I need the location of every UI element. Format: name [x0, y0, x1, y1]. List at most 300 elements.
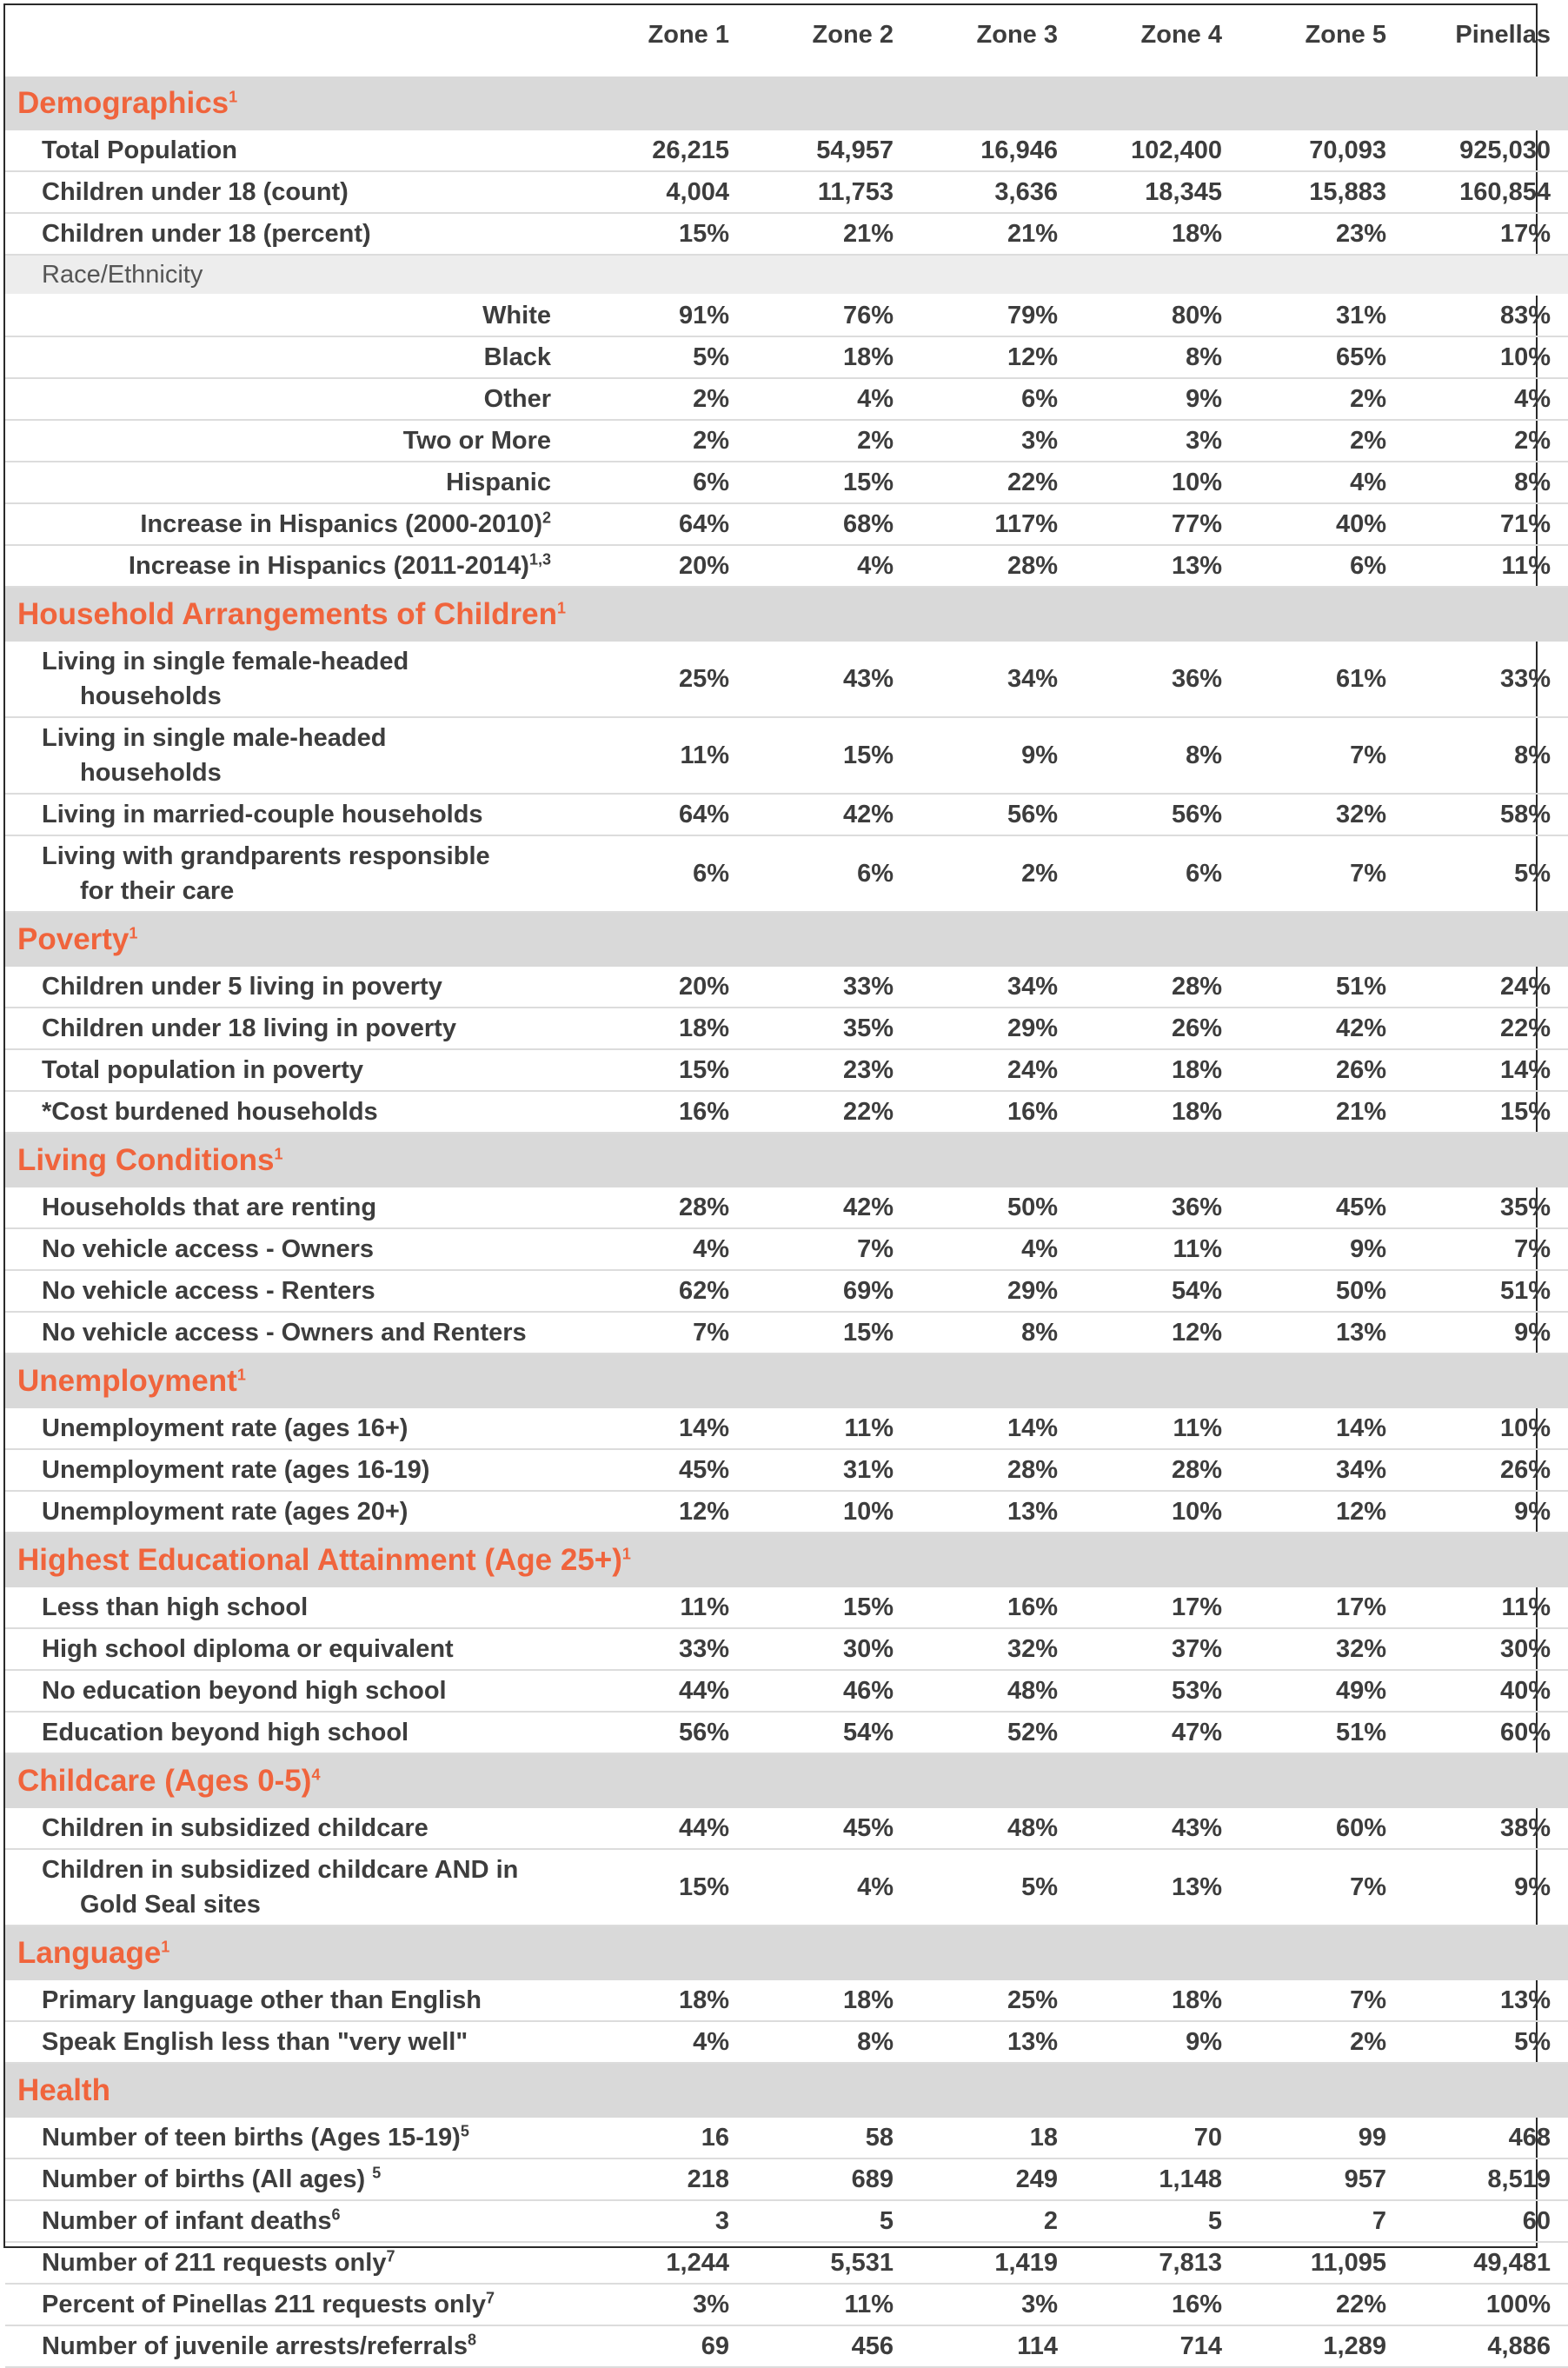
cell-zone-2: 30%: [747, 1628, 911, 1670]
cell-zone-1: 44%: [582, 1808, 747, 1849]
table-row: [5, 2242, 1568, 2284]
cell-zone-1: 11%: [582, 717, 747, 794]
cell-zone-3: 56%: [911, 794, 1075, 835]
table-row: [5, 171, 1568, 213]
cell-zone-5: 2%: [1239, 2021, 1404, 2063]
cell-zone-2: 69%: [747, 1270, 911, 1312]
cell-zone-5: 45%: [1239, 1187, 1404, 1228]
section-title: [5, 1133, 1568, 1187]
cell-zone-4: 7,813: [1075, 2242, 1239, 2284]
cell-zone-1: 6%: [582, 835, 747, 912]
cell-zone-4: 77%: [1075, 503, 1239, 545]
cell-zone-1: 64%: [582, 794, 747, 835]
row-label-text: White: [482, 301, 551, 329]
cell-zone-1: 16%: [582, 1091, 747, 1133]
cell-zone-5: 26%: [1239, 1049, 1404, 1091]
cell-zone-4: 28%: [1075, 1449, 1239, 1491]
cell-zone-2: 11,753: [747, 171, 911, 213]
cell-zone-1: 4%: [582, 2021, 747, 2063]
cell-zone-3: 79%: [911, 295, 1075, 336]
cell-zone-3: 28%: [911, 545, 1075, 587]
table-row: [5, 1091, 1568, 1133]
cell-zone-3: 25%: [911, 1980, 1075, 2021]
section-title-text: Demographics: [17, 86, 229, 120]
cell-zone-4: 18%: [1075, 213, 1239, 255]
header-zone-2: Zone 2: [812, 21, 894, 49]
cell-zone-3: 21%: [911, 213, 1075, 255]
cell-zone-2: 22%: [747, 1091, 911, 1133]
cell-zone-3: 3,636: [911, 171, 1075, 213]
cell-zone-3: 117%: [911, 503, 1075, 545]
cell-pinellas: 10%: [1404, 1408, 1568, 1449]
table-row: [5, 503, 1568, 545]
row-label: [5, 130, 582, 171]
section-title-text: Health: [17, 2073, 110, 2107]
cell-zone-2: 11%: [747, 2284, 911, 2325]
cell-zone-5: 9%: [1239, 1228, 1404, 1270]
cell-zone-4: 53%: [1075, 1670, 1239, 1712]
cell-zone-4: 12%: [1075, 1312, 1239, 1354]
cell-zone-5: 7%: [1239, 1980, 1404, 2021]
table-row: [5, 1628, 1568, 1670]
cell-zone-4: 26%: [1075, 1008, 1239, 1049]
footnote-marker: 1: [129, 924, 138, 942]
cell-zone-2: 76%: [747, 295, 911, 336]
footnote-marker: 6: [331, 2205, 341, 2223]
row-label-text: Unemployment rate (ages 16+): [42, 1413, 409, 1442]
cell-zone-3: 13%: [911, 1491, 1075, 1533]
cell-pinellas: 22%: [1404, 1008, 1568, 1049]
cell-zone-2: 456: [747, 2325, 911, 2367]
cell-zone-3: 1,419: [911, 2242, 1075, 2284]
table-row: [5, 295, 1568, 336]
table-row: [5, 378, 1568, 420]
row-label-line-2: Gold Seal sites: [80, 1890, 261, 1919]
row-label-text: Two or More: [402, 426, 551, 455]
row-label: [5, 2200, 582, 2242]
table-row: [5, 1849, 1568, 1926]
row-label-text: Increase in Hispanics (2000-2010): [140, 509, 542, 538]
cell-zone-5: 61%: [1239, 642, 1404, 717]
table-row: [5, 1670, 1568, 1712]
cell-zone-1: 2%: [582, 420, 747, 462]
section-title: [5, 76, 1568, 130]
footnote-marker: 1: [621, 1545, 631, 1563]
cell-zone-3: 50%: [911, 1187, 1075, 1228]
cell-zone-5: 21%: [1239, 1091, 1404, 1133]
cell-zone-3: 3%: [911, 2284, 1075, 2325]
cell-zone-4: 6%: [1075, 835, 1239, 912]
cell-pinellas: 26%: [1404, 1449, 1568, 1491]
row-label-text: Increase in Hispanics (2011-2014): [128, 551, 529, 580]
table-row: [5, 1808, 1568, 1849]
cell-pinellas: 4%: [1404, 378, 1568, 420]
cell-zone-3: 6%: [911, 378, 1075, 420]
cell-pinellas: 11%: [1404, 545, 1568, 587]
cell-pinellas: 7%: [1404, 1228, 1568, 1270]
cell-zone-4: 3%: [1075, 420, 1239, 462]
footnote-marker: 1,3: [528, 549, 551, 568]
cell-pinellas: 13%: [1404, 1980, 1568, 2021]
table-row: [5, 1228, 1568, 1270]
row-label-text: Living in married-couple households: [42, 800, 483, 828]
table-row: [5, 1587, 1568, 1628]
cell-zone-4: 16%: [1075, 2284, 1239, 2325]
row-label: [5, 1849, 582, 1926]
row-label: [5, 1670, 582, 1712]
row-label-text: Unemployment rate (ages 20+): [42, 1497, 409, 1526]
table-row: [5, 1312, 1568, 1354]
row-label-text: Unemployment rate (ages 16-19): [42, 1455, 430, 1484]
cell-zone-1: 4,004: [582, 171, 747, 213]
table-row: [5, 213, 1568, 255]
footnote-marker: 4: [311, 1766, 321, 1784]
cell-pinellas: 8%: [1404, 462, 1568, 503]
cell-zone-2: 68%: [747, 503, 911, 545]
cell-zone-4: 37%: [1075, 1628, 1239, 1670]
row-label: [5, 2284, 582, 2325]
row-label-text: No vehicle access - Renters: [42, 1276, 375, 1305]
table-row: [5, 462, 1568, 503]
row-label: [5, 378, 582, 420]
cell-zone-1: 3: [582, 2200, 747, 2242]
footnote-marker: 1: [556, 599, 566, 617]
cell-pinellas: 9%: [1404, 1849, 1568, 1926]
cell-zone-5: 60%: [1239, 1808, 1404, 1849]
row-label-text: Number of births (All ages): [42, 2165, 373, 2193]
cell-zone-1: 64%: [582, 503, 747, 545]
cell-zone-4: 11%: [1075, 1408, 1239, 1449]
cell-zone-4: 8%: [1075, 717, 1239, 794]
cell-zone-4: 43%: [1075, 1808, 1239, 1849]
section-title: [5, 912, 1568, 967]
cell-zone-3: 24%: [911, 1049, 1075, 1091]
row-label: [5, 717, 582, 794]
row-label: [5, 1449, 582, 1491]
row-label-text: Number of juvenile arrests/referrals: [42, 2331, 468, 2360]
row-label-text: *Cost burdened households: [42, 1097, 378, 1126]
cell-zone-4: 56%: [1075, 794, 1239, 835]
row-label: [5, 336, 582, 378]
cell-pinellas: 38%: [1404, 1808, 1568, 1849]
row-label: [5, 420, 582, 462]
table-row: [5, 1408, 1568, 1449]
cell-zone-1: 33%: [582, 1628, 747, 1670]
cell-zone-2: 43%: [747, 642, 911, 717]
cell-zone-2: 6%: [747, 835, 911, 912]
row-label: [5, 642, 582, 717]
cell-zone-5: 7: [1239, 2200, 1404, 2242]
cell-zone-2: 45%: [747, 1808, 911, 1849]
cell-zone-5: 11,095: [1239, 2242, 1404, 2284]
row-label-text: Children under 18 (percent): [42, 219, 371, 248]
table-row: [5, 1491, 1568, 1533]
row-label: [5, 1312, 582, 1354]
cell-zone-2: 35%: [747, 1008, 911, 1049]
row-label-line-2: households: [80, 758, 222, 787]
row-label-text: No vehicle access - Owners: [42, 1234, 375, 1263]
cell-zone-3: 52%: [911, 1712, 1075, 1753]
row-label-line-1: Living in single male-headed: [42, 723, 387, 752]
cell-pinellas: 24%: [1404, 967, 1568, 1008]
row-label-wrap: [42, 644, 409, 714]
table-row: [5, 717, 1568, 794]
row-label-wrap: [42, 839, 490, 908]
row-label-text: Number of infant deaths: [42, 2206, 332, 2235]
cell-zone-3: 28%: [911, 1449, 1075, 1491]
row-label-line-2: for their care: [80, 876, 235, 905]
cell-zone-1: 45%: [582, 1449, 747, 1491]
cell-zone-4: 102,400: [1075, 130, 1239, 171]
header-zone-3: Zone 3: [976, 21, 1058, 49]
cell-zone-5: 6%: [1239, 545, 1404, 587]
table-row: [5, 1008, 1568, 1049]
cell-zone-2: 42%: [747, 1187, 911, 1228]
subheader-row: [5, 255, 1568, 295]
row-label: [5, 967, 582, 1008]
cell-zone-3: 18: [911, 2118, 1075, 2158]
cell-zone-1: 20%: [582, 967, 747, 1008]
cell-pinellas: 9%: [1404, 1491, 1568, 1533]
cell-pinellas: 51%: [1404, 1270, 1568, 1312]
cell-zone-2: 689: [747, 2158, 911, 2200]
cell-zone-2: 15%: [747, 1312, 911, 1354]
cell-zone-5: 957: [1239, 2158, 1404, 2200]
cell-zone-4: 18%: [1075, 1980, 1239, 2021]
cell-zone-5: 49%: [1239, 1670, 1404, 1712]
section-header-unemployment: [5, 1354, 1568, 1408]
cell-zone-1: 218: [582, 2158, 747, 2200]
footnote-marker: 7: [485, 2288, 495, 2306]
section-title: [5, 1753, 1568, 1808]
row-label: [5, 835, 582, 912]
cell-zone-2: 7%: [747, 1228, 911, 1270]
row-label-text: Total Population: [42, 136, 237, 164]
table-row: [5, 2200, 1568, 2242]
cell-zone-1: 25%: [582, 642, 747, 717]
cell-zone-5: 31%: [1239, 295, 1404, 336]
row-label: [5, 2118, 582, 2158]
row-label-text: Households that are renting: [42, 1193, 377, 1221]
cell-zone-4: 54%: [1075, 1270, 1239, 1312]
table-header: [5, 5, 1568, 76]
cell-pinellas: 2%: [1404, 420, 1568, 462]
row-label-line-2: households: [80, 682, 222, 710]
row-label-text: Education beyond high school: [42, 1718, 409, 1746]
cell-zone-4: 1,148: [1075, 2158, 1239, 2200]
cell-zone-5: 23%: [1239, 213, 1404, 255]
cell-zone-3: 12%: [911, 336, 1075, 378]
cell-zone-5: 50%: [1239, 1270, 1404, 1312]
cell-zone-4: 80%: [1075, 295, 1239, 336]
row-label: [5, 213, 582, 255]
cell-pinellas: 4,886: [1404, 2325, 1568, 2367]
cell-zone-5: 4%: [1239, 462, 1404, 503]
subheader-label: Race/Ethnicity: [5, 255, 1568, 295]
section-header-childcare: [5, 1753, 1568, 1808]
row-label: [5, 1808, 582, 1849]
row-label: [5, 2158, 582, 2200]
row-label-text: Children under 5 living in poverty: [42, 972, 442, 1001]
cell-pinellas: 9%: [1404, 1312, 1568, 1354]
row-label: [5, 503, 582, 545]
footnote-marker: 5: [460, 2121, 469, 2139]
cell-pinellas: 925,030: [1404, 130, 1568, 171]
cell-zone-5: 22%: [1239, 2284, 1404, 2325]
section-header-education: [5, 1533, 1568, 1587]
cell-zone-4: 9%: [1075, 378, 1239, 420]
cell-zone-5: 99: [1239, 2118, 1404, 2158]
row-label-line-1: Living with grandparents responsible: [42, 841, 490, 870]
cell-zone-3: 2: [911, 2200, 1075, 2242]
footnote-marker: 2: [541, 508, 551, 526]
cell-zone-5: 2%: [1239, 378, 1404, 420]
cell-zone-1: 26,215: [582, 130, 747, 171]
cell-zone-4: 8%: [1075, 336, 1239, 378]
table-row: [5, 1270, 1568, 1312]
cell-zone-5: 32%: [1239, 794, 1404, 835]
cell-zone-4: 36%: [1075, 1187, 1239, 1228]
row-label: [5, 295, 582, 336]
table-row: [5, 1049, 1568, 1091]
table-row: [5, 2325, 1568, 2367]
cell-zone-2: 5: [747, 2200, 911, 2242]
cell-pinellas: 60: [1404, 2200, 1568, 2242]
cell-zone-1: 2%: [582, 378, 747, 420]
cell-zone-2: 4%: [747, 1849, 911, 1926]
cell-zone-4: 10%: [1075, 1491, 1239, 1533]
cell-zone-2: 15%: [747, 717, 911, 794]
row-label-text: Children in subsidized childcare: [42, 1813, 429, 1842]
section-title: [5, 1354, 1568, 1408]
section-title: [5, 1926, 1568, 1980]
cell-zone-1: 3%: [582, 2284, 747, 2325]
cell-zone-2: 8%: [747, 2021, 911, 2063]
cell-zone-2: 23%: [747, 1049, 911, 1091]
cell-pinellas: 71%: [1404, 503, 1568, 545]
table-row: [5, 1712, 1568, 1753]
data-table-sheet: [3, 3, 1551, 2360]
cell-zone-5: 14%: [1239, 1408, 1404, 1449]
section-header-household: [5, 587, 1568, 642]
cell-pinellas: 15%: [1404, 1091, 1568, 1133]
table-row: [5, 794, 1568, 835]
header-zone-5: Zone 5: [1305, 21, 1386, 49]
cell-zone-1: 69: [582, 2325, 747, 2367]
section-header-living: [5, 1133, 1568, 1187]
cell-zone-1: 1,244: [582, 2242, 747, 2284]
cell-zone-5: 7%: [1239, 835, 1404, 912]
cell-pinellas: 100%: [1404, 2284, 1568, 2325]
row-label-text: Children under 18 (count): [42, 177, 349, 206]
cell-zone-5: 13%: [1239, 1312, 1404, 1354]
cell-zone-4: 18,345: [1075, 171, 1239, 213]
cell-pinellas: 8,519: [1404, 2158, 1568, 2200]
cell-zone-2: 18%: [747, 336, 911, 378]
cell-pinellas: 14%: [1404, 1049, 1568, 1091]
footnote-marker: 7: [386, 2246, 395, 2265]
row-label: [5, 1187, 582, 1228]
cell-zone-3: 16%: [911, 1587, 1075, 1628]
cell-pinellas: 10%: [1404, 336, 1568, 378]
cell-zone-1: 16: [582, 2118, 747, 2158]
cell-zone-1: 14%: [582, 1408, 747, 1449]
row-label-text: Number of 211 requests only: [42, 2248, 387, 2277]
cell-zone-2: 4%: [747, 378, 911, 420]
row-label: [5, 1091, 582, 1133]
cell-zone-3: 16%: [911, 1091, 1075, 1133]
table-row: [5, 2158, 1568, 2200]
cell-zone-5: 7%: [1239, 717, 1404, 794]
cell-zone-3: 32%: [911, 1628, 1075, 1670]
cell-zone-5: 42%: [1239, 1008, 1404, 1049]
table-row: [5, 130, 1568, 171]
table-row: [5, 967, 1568, 1008]
zone-comparison-table: [5, 5, 1568, 2368]
row-label: [5, 2242, 582, 2284]
row-label: [5, 1980, 582, 2021]
row-label: [5, 794, 582, 835]
cell-zone-5: 15,883: [1239, 171, 1404, 213]
section-title-text: Living Conditions: [17, 1143, 275, 1177]
cell-zone-5: 2%: [1239, 420, 1404, 462]
cell-zone-1: 12%: [582, 1491, 747, 1533]
cell-zone-1: 11%: [582, 1587, 747, 1628]
table-body: [5, 76, 1568, 2367]
cell-zone-3: 29%: [911, 1270, 1075, 1312]
cell-zone-3: 3%: [911, 420, 1075, 462]
cell-zone-3: 14%: [911, 1408, 1075, 1449]
cell-zone-4: 28%: [1075, 967, 1239, 1008]
row-label: [5, 1491, 582, 1533]
cell-zone-1: 62%: [582, 1270, 747, 1312]
cell-zone-3: 8%: [911, 1312, 1075, 1354]
cell-zone-2: 4%: [747, 545, 911, 587]
section-title-text: Household Arrangements of Children: [17, 597, 557, 631]
row-label-text: Number of teen births (Ages 15-19): [42, 2123, 461, 2152]
header-zone-4: Zone 4: [1140, 21, 1222, 49]
cell-zone-4: 9%: [1075, 2021, 1239, 2063]
row-label: [5, 171, 582, 213]
cell-zone-2: 18%: [747, 1980, 911, 2021]
cell-pinellas: 60%: [1404, 1712, 1568, 1753]
cell-zone-4: 70: [1075, 2118, 1239, 2158]
cell-zone-5: 32%: [1239, 1628, 1404, 1670]
cell-zone-3: 29%: [911, 1008, 1075, 1049]
row-label-text: Other: [483, 384, 551, 413]
cell-zone-2: 2%: [747, 420, 911, 462]
cell-zone-3: 34%: [911, 642, 1075, 717]
cell-zone-1: 7%: [582, 1312, 747, 1354]
cell-zone-4: 5: [1075, 2200, 1239, 2242]
cell-zone-5: 17%: [1239, 1587, 1404, 1628]
row-label-text: Speak English less than "very well": [42, 2027, 468, 2056]
row-label: [5, 1408, 582, 1449]
cell-zone-1: 91%: [582, 295, 747, 336]
section-header-language: [5, 1926, 1568, 1980]
cell-zone-3: 5%: [911, 1849, 1075, 1926]
section-header-demographics: [5, 76, 1568, 130]
section-title: [5, 2063, 1568, 2118]
cell-pinellas: 5%: [1404, 2021, 1568, 2063]
cell-zone-2: 21%: [747, 213, 911, 255]
cell-zone-5: 1,289: [1239, 2325, 1404, 2367]
cell-zone-5: 70,093: [1239, 130, 1404, 171]
cell-zone-2: 15%: [747, 1587, 911, 1628]
cell-zone-2: 54%: [747, 1712, 911, 1753]
row-label-text: Black: [483, 343, 551, 371]
row-label-text: High school diploma or equivalent: [42, 1634, 454, 1663]
